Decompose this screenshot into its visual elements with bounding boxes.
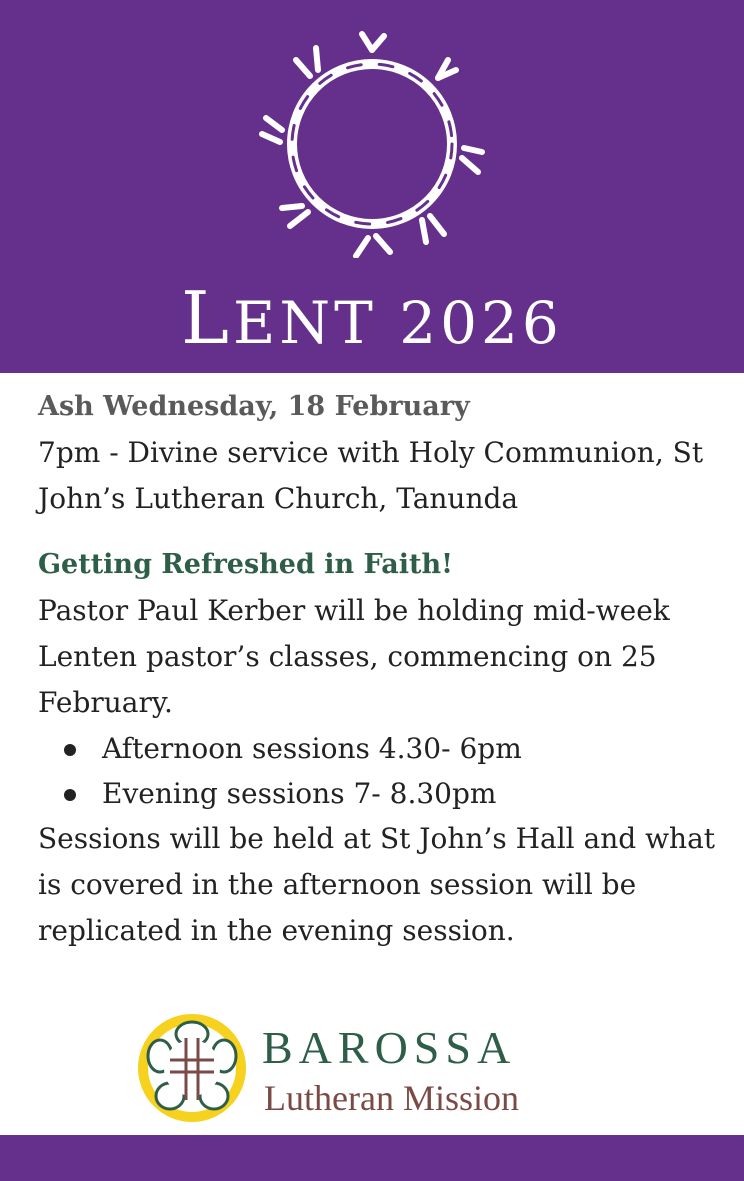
page-title bbox=[0, 268, 744, 373]
footer-bar bbox=[0, 1135, 744, 1181]
barossa-logo bbox=[136, 1012, 606, 1130]
luther-rose-cross-icon bbox=[136, 1012, 248, 1124]
bullet-icon bbox=[64, 744, 76, 756]
session-list bbox=[38, 726, 718, 816]
crown-of-thorns-icon bbox=[258, 30, 486, 258]
title-rest: ENT 2026 bbox=[232, 289, 563, 357]
refreshed-closing: Sessions will be held at St John’s Hall and what is covered in the afternoon session will be replicated in the evening session. bbox=[38, 822, 716, 947]
lent-header-banner bbox=[0, 0, 744, 373]
announcement-content bbox=[38, 384, 718, 954]
list-item bbox=[38, 726, 718, 771]
ash-wednesday-details: 7pm - Divine service with Holy Communion, St John’s Lutheran Church, Tanunda bbox=[38, 436, 704, 515]
refreshed-heading: Getting Refreshed in Faith! bbox=[38, 549, 453, 580]
logo-subtitle: Lutheran Mission bbox=[264, 1078, 519, 1118]
refreshed-intro: Pastor Paul Kerber will be holding mid-week Lenten pastor’s classes, commencing on 25 February. bbox=[38, 594, 670, 719]
session-afternoon: Afternoon sessions 4.30- 6pm bbox=[102, 732, 522, 765]
session-evening: Evening sessions 7- 8.30pm bbox=[102, 777, 497, 810]
list-item bbox=[38, 771, 718, 816]
title-initial: L bbox=[181, 276, 233, 360]
bullet-icon bbox=[64, 789, 76, 801]
logo-wordmark: BAROSSA bbox=[262, 1022, 517, 1073]
ash-wednesday-heading: Ash Wednesday, 18 February bbox=[38, 391, 470, 422]
